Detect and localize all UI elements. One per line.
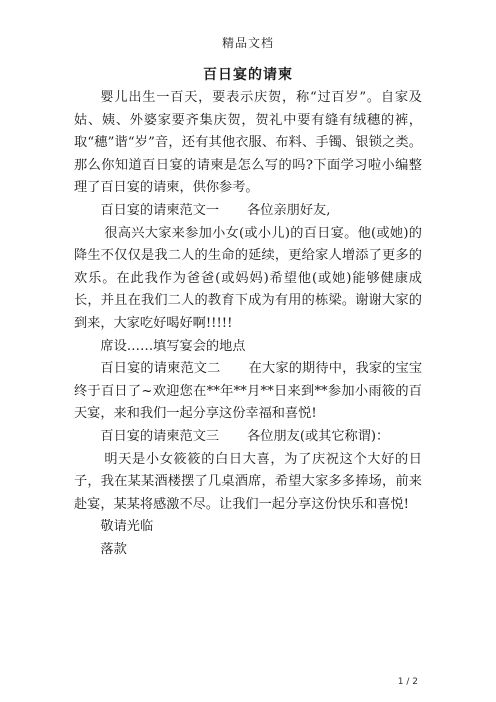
sample2-content: 在大家的期待中，我家的宝宝终于百日了~欢迎您在**年**月**日来到**参加小雨筱的百天宴，来和我们一起分享这份幸福和喜悦!: [74, 361, 423, 422]
document-title: 百日宴的请柬: [203, 67, 293, 83]
sample1-greeting: 各位亲朋好友,: [247, 202, 331, 218]
sample1-line: [74, 200, 422, 223]
sample3-heading: 百日宴的请柬范文三: [100, 428, 220, 444]
sample3-closing: 敬请光临: [100, 519, 154, 535]
sample1-content: 很高兴大家来参加小女(或小儿)的百日宴。他(或她)的降生不仅仅是我二人的生命的延续，更给家人增添了更多的欢乐。在此我作为爸爸(或妈妈)希望他(或她)能够健康成长，并且在我们二人的教育下成为有用的栋梁。谢谢大家的到来，大家吃好喝好啊!!!!!: [74, 225, 422, 331]
document-body: [74, 87, 422, 561]
sample1-heading: 百日宴的请柬范文一: [100, 202, 220, 218]
page-header: 精品文档: [221, 36, 274, 50]
intro-paragraph: 婴儿出生一百天，要表示庆贺，称“过百岁”。自家及姑、姨、外婆家要齐集庆贺，贺礼中要有缝有绒穗的裤，取“穗”谐“岁”音，还有其他衣服、布料、手镯、银锁之类。那么你知道百日宴的请柬是怎么写的吗?下面学习啦小编整理了百日宴的请柬，供你参考。: [74, 90, 422, 196]
sample3-line: [74, 426, 422, 449]
page-number: 1 / 2: [397, 677, 418, 687]
sample2-heading: 百日宴的请柬范文二: [100, 361, 221, 377]
sample1-note: 席设……填写宴会的地点: [100, 338, 246, 354]
sample2-paragraph: [74, 358, 422, 426]
sample3-signature: 落款: [100, 541, 127, 557]
sample3-content: 明天是小女筱筱的白日大喜，为了庆祝这个大好的日子，我在某某酒楼摆了几桌酒席，希望大家多多捧场，前来赴宴，某某将感激不尽。让我们一起分享这份快乐和喜悦!: [74, 451, 422, 512]
sample3-greeting: 各位朋友(或其它称谓)：: [247, 428, 390, 444]
